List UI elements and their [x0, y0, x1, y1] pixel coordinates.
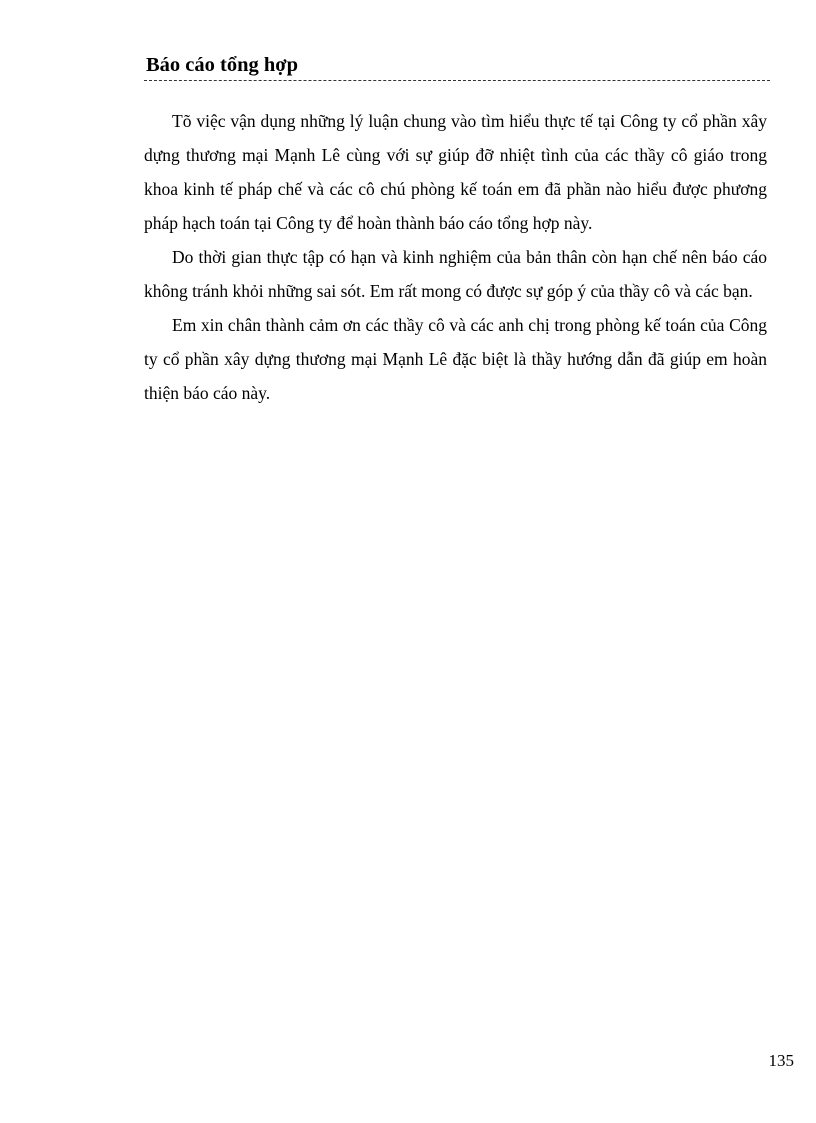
page-number: 135	[768, 1051, 794, 1070]
page-title: Báo cáo tổng hợp	[146, 54, 299, 76]
paragraph-1: Tõ việc vận dụng những lý luận chung vào tìm hiểu thực tế tại Công ty cổ phần xây dựng thương mại Mạnh Lê cùng với sự giúp đỡ nhiệt tình của các thầy cô giáo trong khoa kinh tế pháp chế và các cô chú phòng kế toán em đã phần nào hiểu được phương pháp hạch toán tại Công ty để hoàn thành báo cáo tổng hợp này.	[144, 111, 767, 233]
paragraph-2: Do thời gian thực tập có hạn và kinh nghiệm của bản thân còn hạn chế nên báo cáo không tránh khỏi những sai sót. Em rất mong có được sự góp ý của thầy cô và các bạn.	[144, 247, 767, 301]
page-header	[144, 50, 770, 81]
paragraph-3: Em xin chân thành cảm ơn các thầy cô và các anh chị trong phòng kế toán của Công ty cổ phần xây dựng thương mại Mạnh Lê đặc biệt là thầy hướng dẫn đã giúp em hoàn thiện báo cáo này.	[144, 315, 767, 403]
body-text	[144, 104, 767, 410]
